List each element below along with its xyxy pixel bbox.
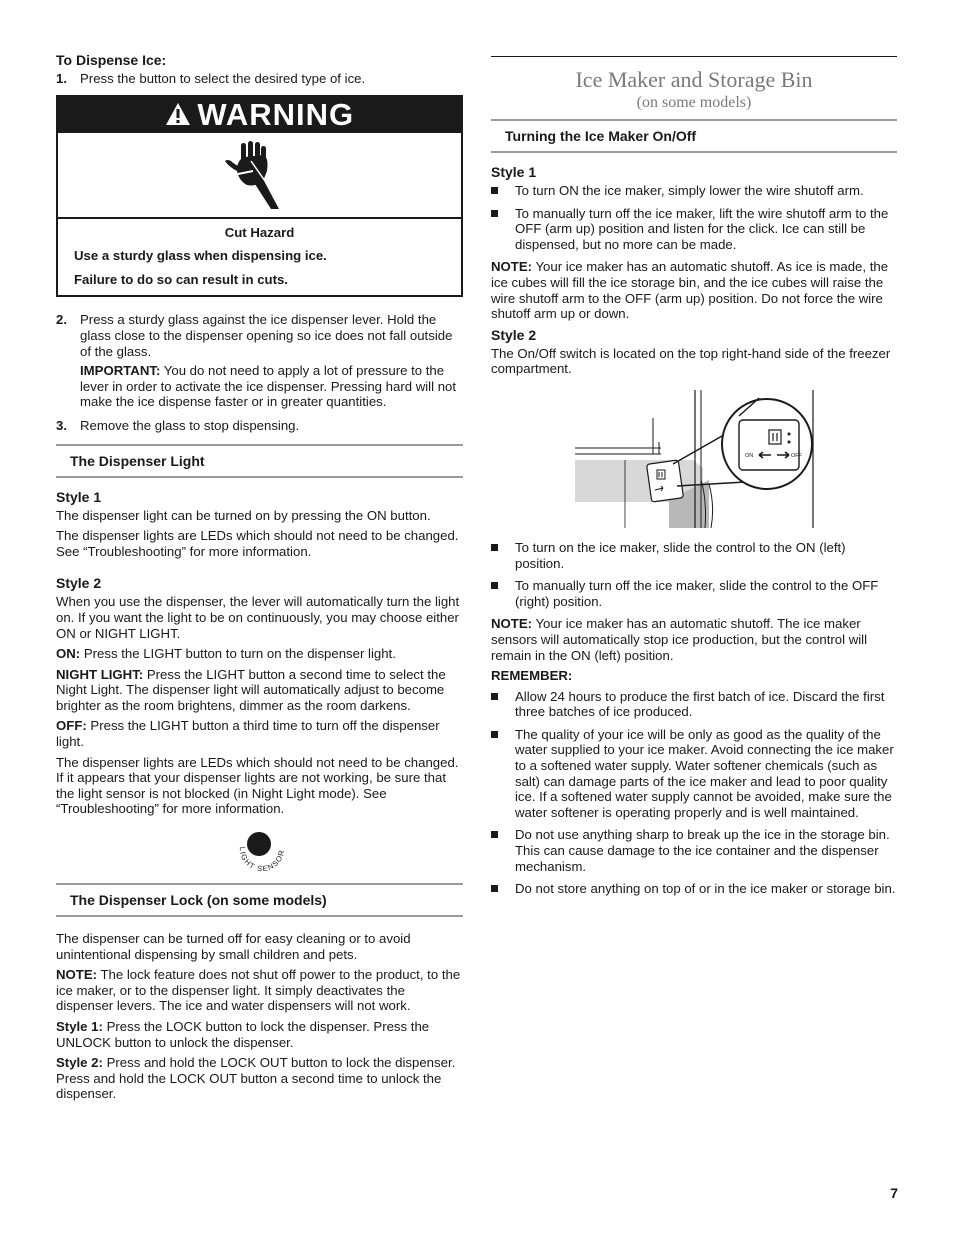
light-style-1-heading: Style 1	[56, 488, 102, 505]
lock-style-2-text: Press and hold the LOCK OUT button to lock the dispenser. Press and hold the LOCK OUT button a second time to unlock the dispenser.	[56, 1055, 456, 1102]
ice-note-2-label: NOTE:	[491, 616, 533, 632]
lock-style-2-label: Style 2:	[56, 1055, 103, 1071]
freezer-switch-illustration	[573, 390, 819, 528]
ice-note-1	[491, 259, 897, 321]
ice-style-2-bullet-2: To manually turn off the ice maker, slide the control to the OFF (right) position.	[491, 578, 897, 609]
remember-bullet-4: Do not store anything on top of or in the ice maker or storage bin.	[491, 881, 897, 897]
step-1-number: 1.	[56, 71, 67, 86]
step-1-text: Press the button to select the desired type of ice.	[80, 71, 366, 86]
light-style-2-heading: Style 2	[56, 575, 102, 592]
warning-header	[58, 97, 461, 133]
night-text: Press the LIGHT button a second time to select the Night Light. The dispenser light will automatically adjust to become brighter as the room brightens, dimmer as the room darkens.	[56, 666, 446, 713]
page-number: 7	[890, 1185, 898, 1201]
ice-style-1-bullet-2: To manually turn off the ice maker, lift the wire shutoff arm to the OFF (arm up) position and listen for the click. Ice can still be dispensed, but no more can be made.	[491, 206, 897, 253]
step-3-text: Remove the glass to stop dispensing.	[80, 417, 300, 433]
light-sensor-figure	[56, 825, 463, 877]
important-text: You do not need to apply a lot of pressure to the lever in order to activate the ice dispenser. Pressing hard will not make the ice dispense faster or in greater quantities.	[80, 363, 457, 410]
switch-on-label: ON	[745, 452, 754, 459]
remember-label: REMEMBER:	[491, 668, 573, 684]
lock-note	[56, 967, 463, 1014]
cut-hand-icon	[223, 141, 295, 209]
off-paragraph	[56, 718, 463, 749]
warning-line-1: Use a sturdy glass when dispensing ice.	[74, 248, 327, 264]
step-2-text: Press a sturdy glass against the ice dispenser lever. Hold the glass close to the dispenser opening so ice does not fall outside of the glass.	[80, 312, 453, 359]
hazard-title: Cut Hazard	[224, 224, 295, 240]
ice-note-1-label: NOTE:	[491, 259, 533, 275]
light-sensor-label: LIGHT SENSOR	[237, 846, 287, 874]
warning-line-2: Failure to do so can result in cuts.	[74, 271, 288, 287]
cut-hazard-area	[58, 133, 461, 219]
light-last-paragraph: The dispenser lights are LEDs which should not need to be changed. If it appears that your dispenser lights are not working, be sure that the light sensor is not blocked (in Night Light mode). See “Troubleshooting” for more information.	[56, 754, 459, 817]
lock-style-1-label: Style 1:	[56, 1019, 103, 1034]
switch-off-label: OFF	[791, 452, 802, 459]
step-3	[56, 418, 463, 434]
remember-bullet-2: The quality of your ice will be only as good as the quality of the water supplied to your ice maker. Avoid connecting the ice maker to a softened water supply. Water softener chemicals (such as salt) can damage parts of the ice maker and lead to poor quality ice. If a softened water supply cannot be avoided, make sure the water softener is operating properly and is well maintained.	[491, 727, 897, 821]
lock-style-2	[56, 1055, 463, 1102]
off-label: OFF:	[56, 718, 87, 734]
lock-style-1-text: Press the LOCK button to lock the dispenser. Press the UNLOCK button to unlock the dispenser.	[56, 1019, 430, 1050]
night-light-paragraph	[56, 667, 463, 714]
step-1	[56, 71, 463, 87]
lock-style-1	[56, 1019, 463, 1050]
title-sub: (on some models)	[636, 94, 752, 111]
section-dispenser-light: The Dispenser Light	[56, 444, 463, 478]
lock-note-label: NOTE:	[56, 967, 98, 983]
section-ice-maker-on-off: Turning the Ice Maker On/Off	[491, 119, 897, 153]
off-text: Press the LIGHT button a third time to turn off the dispenser light.	[56, 718, 440, 750]
on-text: Press the LIGHT button to turn on the dispenser light.	[80, 646, 396, 662]
step-2-number: 2.	[56, 312, 67, 328]
ice-style-2-bullet-1: To turn on the ice maker, slide the control to the ON (left) position.	[491, 540, 897, 571]
on-paragraph	[56, 646, 463, 662]
ice-style-1-heading: Style 1	[491, 164, 537, 180]
important-note	[80, 363, 463, 410]
warning-label: WARNING	[197, 96, 355, 132]
light-sensor-icon	[228, 829, 294, 875]
important-label: IMPORTANT:	[80, 363, 161, 379]
light-style-2-p1: When you use the dispenser, the lever will automatically turn the light on. If you want the light to be on continuously, you may choose either ON or NIGHT LIGHT.	[56, 594, 460, 641]
light-style-1-p2: The dispenser lights are LEDs which should not need to be changed. See “Troubleshooting” for more information.	[56, 528, 459, 559]
ice-note-2-text: Your ice maker has an automatic shutoff. The ice maker sensors will automatically stop ice production, but the control will remain in the ON (left) position.	[491, 616, 868, 663]
section-title-block	[491, 56, 897, 113]
lock-note-text: The lock feature does not shut off power to the product, to the ice maker, or to the dispenser light. It simply deactivates the dispenser levers. The ice and water dispensers will not work.	[56, 967, 461, 1014]
warning-triangle-icon	[165, 102, 191, 126]
remember-bullet-1: Allow 24 hours to produce the first batch of ice. Discard the first three batches of ice produced.	[491, 689, 897, 720]
remember-bullet-3: Do not use anything sharp to break up the ice in the storage bin. This can cause damage to the ice container and the dispenser mechanism.	[491, 827, 897, 874]
step-2	[56, 312, 463, 410]
step-3-number: 3.	[56, 417, 67, 433]
ice-note-2	[491, 616, 897, 663]
title-main: Ice Maker and Storage Bin	[575, 67, 813, 92]
page-title	[491, 67, 897, 113]
ice-note-1-text: Your ice maker has an automatic shutoff. As ice is made, the ice cubes will fill the ice storage bin, and the ice cubes will raise the wire shutoff arm to the OFF (arm up) position. Do not force the wire shutoff arm up or down.	[491, 259, 889, 322]
light-style-1-p1: The dispenser light can be turned on by pressing the ON button.	[56, 507, 431, 523]
ice-style-1-bullet-1: To turn ON the ice maker, simply lower the wire shutoff arm.	[491, 183, 897, 199]
ice-maker-switch-figure	[491, 390, 897, 532]
section-dispenser-lock: The Dispenser Lock (on some models)	[56, 883, 463, 917]
night-label: NIGHT LIGHT:	[56, 666, 144, 682]
right-column	[491, 56, 897, 897]
lock-p1: The dispenser can be turned off for easy cleaning or to avoid unintentional dispensing by small children and pets.	[56, 931, 411, 962]
ice-style-2-heading: Style 2	[491, 326, 537, 343]
warning-body	[58, 219, 461, 296]
on-label: ON:	[56, 646, 81, 662]
left-column	[56, 52, 463, 1102]
ice-style-2-p: The On/Off switch is located on the top right-hand side of the freezer compartment.	[491, 345, 891, 377]
warning-box	[56, 95, 463, 298]
dispense-heading: To Dispense Ice:	[56, 52, 167, 68]
